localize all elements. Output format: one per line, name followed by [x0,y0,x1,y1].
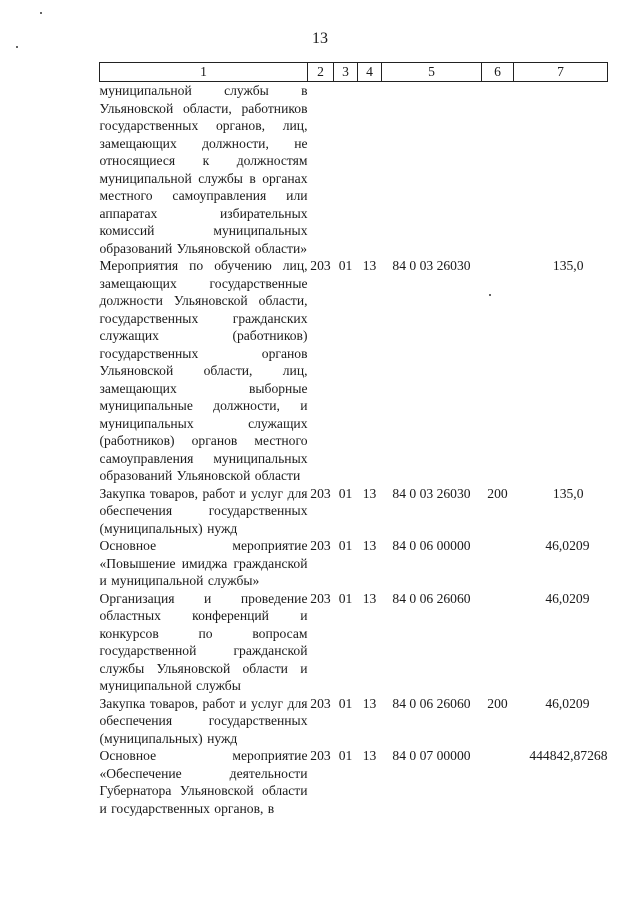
row-target-article: 84 0 06 26060 [392,590,471,606]
row-target-article: 84 0 07 00000 [392,748,471,763]
row-expense-type [482,747,514,817]
scan-speck [40,12,42,14]
row-expense-type [482,257,514,485]
row-subsection-code: 13 [362,485,377,501]
row-name: Организация и проведение областных конференций и конкурсов по вопросам государственной гражданской службы Ульяновской области и муниципальной службы [99,590,308,693]
row-section-code: 01 [338,590,353,606]
row-subsection-code: 13 [362,258,377,273]
table-row [100,257,608,485]
row-target-article: 84 0 06 00000 [392,538,471,553]
row-amount: 135,0 [552,258,584,273]
row-name: Закупка товаров, работ и услуг для обеспечения государственных (муниципальных) нужд [99,695,308,746]
row-ministry-code [308,82,334,258]
row-section-code: 01 [338,748,353,763]
row-ministry-code: 203 [310,258,331,273]
row-section-code: 01 [338,258,353,273]
header-col-1: 1 [100,63,308,82]
row-name: Закупка товаров, работ и услуг для обеспечения государственных (муниципальных) нужд [99,485,308,536]
row-name: муниципальной службы в Ульяновской области, работников государственных органов, лиц, замещающих должности, не относящиеся к должностям муниципальной службы в органах местного самоуправления или аппаратах избирательных комиссий муниципальных образований Ульяновской области» [99,83,308,256]
row-expense-type [482,82,514,258]
row-subsection-code: 13 [362,538,377,553]
row-expense-type: 200 [487,695,508,711]
row-name: Основное мероприятие «Обеспечение деятельности Губернатора Ульяновской области и государственных органов, в [99,748,308,816]
row-amount [514,82,608,258]
row-name: Основное мероприятие «Повышение имиджа гражданской и муниципальной службы» [99,538,308,588]
row-subsection-code: 13 [362,590,377,606]
table-row [100,485,608,538]
table-row [100,695,608,748]
row-expense-type [482,537,514,590]
table-row [100,747,608,817]
row-target-article [382,82,482,258]
header-col-6: 6 [482,63,514,82]
row-target-article: 84 0 06 26060 [392,695,471,711]
page-number: 13 [312,30,328,47]
table-row [100,82,608,258]
table-row [100,537,608,590]
row-subsection-code: 13 [362,748,377,763]
row-section-code [334,82,358,258]
row-subsection-code [358,82,382,258]
row-ministry-code: 203 [310,485,331,501]
row-amount: 46,0209 [545,695,590,711]
row-expense-type [482,590,514,695]
row-section-code: 01 [338,485,353,501]
row-ministry-code: 203 [310,748,331,763]
header-col-3: 3 [334,63,358,82]
row-name: Мероприятия по обучению лиц, замещающих государственные должности Ульяновской области, государственных гражданских служащих (работников) государственных органов Ульяновской области, лиц, замещающих выборные муниципальные должности, и муниципальных служащих (работников) органов местного самоуправления муниципальных образований Ульяновской области [99,258,308,483]
row-ministry-code: 203 [310,695,331,711]
row-target-article: 84 0 03 26030 [392,258,471,273]
row-expense-type: 200 [487,485,508,501]
table-row [100,590,608,695]
table-header-row [100,63,608,82]
row-amount: 444842,87268 [529,748,608,763]
header-col-7: 7 [514,63,608,82]
row-amount: 135,0 [552,485,584,501]
header-col-5: 5 [382,63,482,82]
row-subsection-code: 13 [362,695,377,711]
row-target-article: 84 0 03 26030 [392,485,471,501]
row-ministry-code: 203 [310,538,331,553]
scan-speck [16,46,18,48]
row-amount: 46,0209 [545,538,590,553]
row-section-code: 01 [338,695,353,711]
row-ministry-code: 203 [310,590,331,606]
budget-table [99,62,608,817]
header-col-4: 4 [358,63,382,82]
header-col-2: 2 [308,63,334,82]
row-section-code: 01 [338,538,353,553]
row-amount: 46,0209 [545,590,590,606]
